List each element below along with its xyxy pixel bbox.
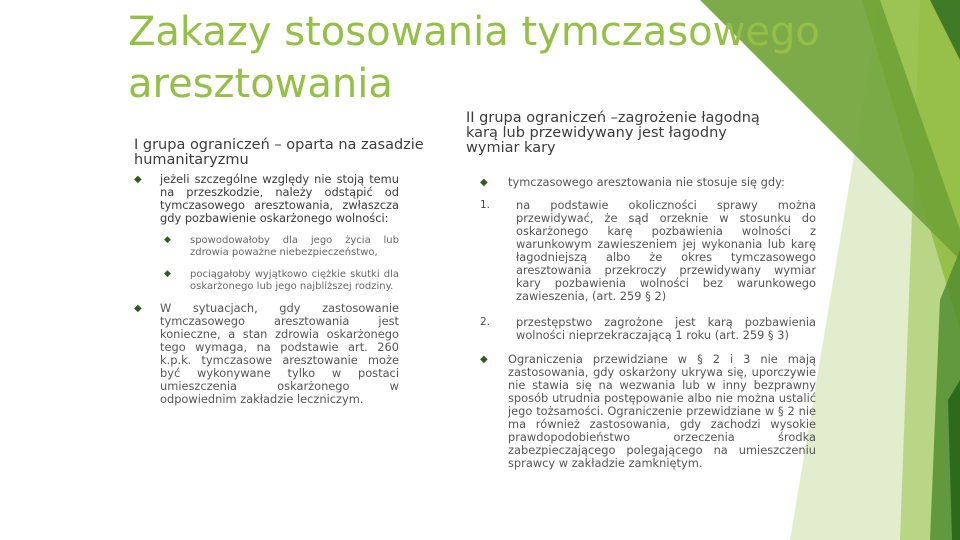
diamond-bullet-icon: ◆ <box>134 303 142 314</box>
right-column <box>468 176 816 470</box>
list-item <box>468 316 816 342</box>
diamond-bullet-icon: ◆ <box>164 235 171 245</box>
list-item <box>134 173 399 225</box>
bullet-text: jeżeli szczególne względy nie stoją temu na przeszkodzie, należy odstąpić od tymczasowego aresztowania, zwłaszcza gdy pozbawienie oskarżonego wolności: <box>160 172 399 225</box>
list-item <box>164 235 399 258</box>
bullet-text: Ograniczenia przewidziane w § 2 i 3 nie mają zastosowania, gdy oskarżony ukrywa się, uporczywie nie stawia się na wezwania lub w inny bezprawny sposób utrudnia postępowanie albo nie można ustalić jego tożsamości. Ograniczenie przewidziane w § 2 nie ma również zastosowania, gdy zachodzi wysokie prawdopodobieństwo orzeczenia środka zabezpieczającego polegającego na umieszczeniu sprawcy w zakładzie zamkniętym. <box>508 352 816 470</box>
slide-title: Zakazy stosowania tymczasowego aresztowania <box>128 9 820 107</box>
item-text: na podstawie okoliczności sprawy można przewidywać, że sąd orzeknie w stosunku do oskarżonego karę pozbawienia wolności z warunkowym zawieszeniem jej wykonania lub karę łagodniejszą albo że okres tymczasowego aresztowania przekroczy przewidywany wymiar kary pozbawienia wolności bez warunkowego zawieszenia, (art. 259 § 2) <box>516 198 816 303</box>
left-group-heading: I grupa ograniczeń – oparta na zasadzie humanitaryzmu <box>134 137 424 168</box>
item-number: 1. <box>480 199 491 211</box>
diamond-bullet-icon: ◆ <box>134 174 142 185</box>
bullet-text: spowodowałoby dla jego życia lub zdrowia poważne niebezpieczeństwo, <box>190 235 399 258</box>
item-number: 2. <box>480 316 491 328</box>
diamond-bullet-icon: ◆ <box>164 269 171 279</box>
bullet-text: W sytuacjach, gdy zastosowanie tymczasowego aresztowania jest konieczne, a stan zdrowia oskarżonego tego wymaga, na podstawie art. 260 k.p.k. tymczasowe aresztowanie może być wykonywane tylko w postaci umieszczenia oskarżonego w odpowiednim zakładzie leczniczym. <box>160 301 399 406</box>
item-text: przestępstwo zagrożone jest karą pozbawienia wolności nieprzekraczającą 1 roku (art. 259 § 3) <box>516 315 816 342</box>
list-item <box>164 269 399 292</box>
list-item <box>134 302 399 406</box>
list-item <box>468 353 816 470</box>
diamond-bullet-icon: ◆ <box>480 354 488 365</box>
list-item <box>468 176 816 189</box>
bullet-text: pociągałoby wyjątkowo ciężkie skutki dla oskarżonego lub jego najbliższej rodziny. <box>190 269 399 292</box>
diamond-bullet-icon: ◆ <box>480 177 488 188</box>
list-item <box>468 199 816 303</box>
bullet-text: tymczasowego aresztowania nie stosuje się gdy: <box>508 175 785 189</box>
left-column <box>134 173 399 406</box>
right-group-heading: II grupa ograniczeń –zagrożenie łagodną karą lub przewidywany jest łagodny wymiar kary <box>466 110 760 156</box>
